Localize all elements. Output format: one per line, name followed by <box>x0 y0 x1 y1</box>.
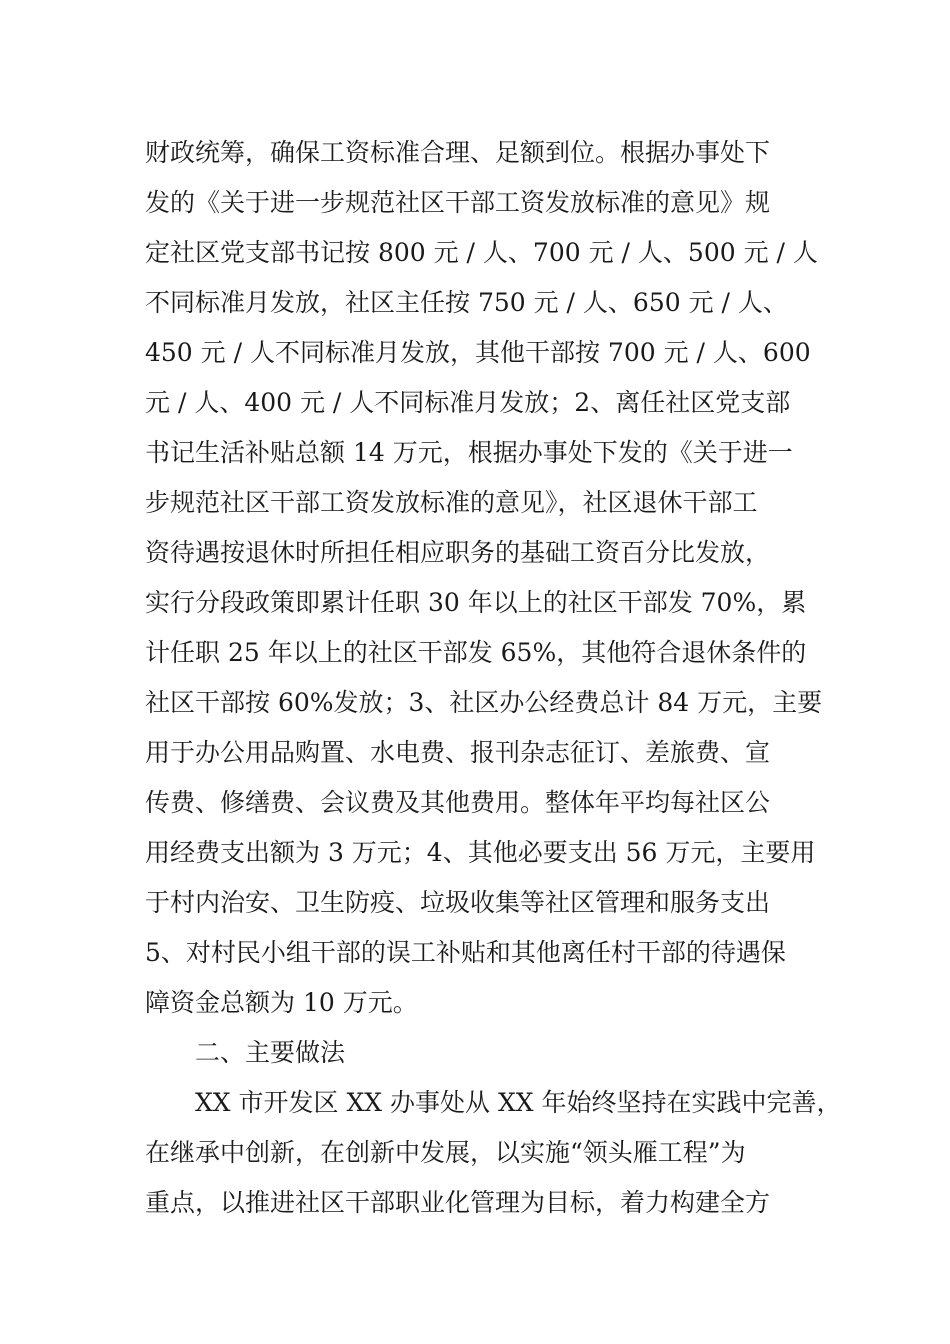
body-text-line: 步规范社区干部工资发放标准的意见》，社区退休干部工 <box>145 488 758 517</box>
body-text-line: 实行分段政策即累计任职 30 年以上的社区干部发 70%，累 <box>145 588 807 617</box>
body-text-line: 5、对村民小组干部的误工补贴和其他离任村干部的待遇保 <box>145 938 786 967</box>
body-text-line: 重点，以推进社区干部职业化管理为目标，着力构建全方 <box>145 1188 771 1217</box>
body-text-line: 于村内治安、卫生防疫、垃圾收集等社区管理和服务支出 <box>145 888 771 917</box>
body-text-line: 450 元 / 人不同标准月发放，其他干部按 700 元 / 人、600 <box>145 338 811 367</box>
body-text-line: 元 / 人、400 元 / 人不同标准月发放；2、离任社区党支部 <box>145 388 791 417</box>
body-text-line: 书记生活补贴总额 14 万元，根据办事处下发的《关于进一 <box>145 438 793 467</box>
body-text-line: 传费、修缮费、会议费及其他费用。整体年平均每社区公 <box>145 788 771 817</box>
body-text-line: 资待遇按退休时所担任相应职务的基础工资百分比发放， <box>145 538 771 567</box>
body-text-line: 财政统筹，确保工资标准合理、足额到位。根据办事处下 <box>145 138 771 167</box>
body-text-line: 社区干部按 60%发放；3、社区办公经费总计 84 万元，主要 <box>145 688 823 717</box>
body-text-line: 定社区党支部书记按 800 元 / 人、700 元 / 人、500 元 / 人 <box>145 238 818 267</box>
body-text-line: XX 市开发区 XX 办事处从 XX 年始终坚持在实践中完善， <box>195 1088 842 1117</box>
body-text-line: 计任职 25 年以上的社区干部发 65%，其他符合退休条件的 <box>145 638 807 667</box>
body-text-line: 用于办公用品购置、水电费、报刊杂志征订、差旅费、宣 <box>145 738 771 767</box>
body-text-line: 障资金总额为 10 万元。 <box>145 988 418 1017</box>
body-text-line: 用经费支出额为 3 万元；4、其他必要支出 56 万元，主要用 <box>145 838 816 867</box>
body-text-line: 不同标准月发放，社区主任按 750 元 / 人、650 元 / 人、 <box>145 288 788 317</box>
body-text-line: 在继承中创新，在创新中发展，以实施“领头雁工程”为 <box>145 1138 746 1167</box>
section-heading: 二、主要做法 <box>195 1038 346 1067</box>
body-text-line: 发的《关于进一步规范社区干部工资发放标准的意见》规 <box>145 188 771 217</box>
